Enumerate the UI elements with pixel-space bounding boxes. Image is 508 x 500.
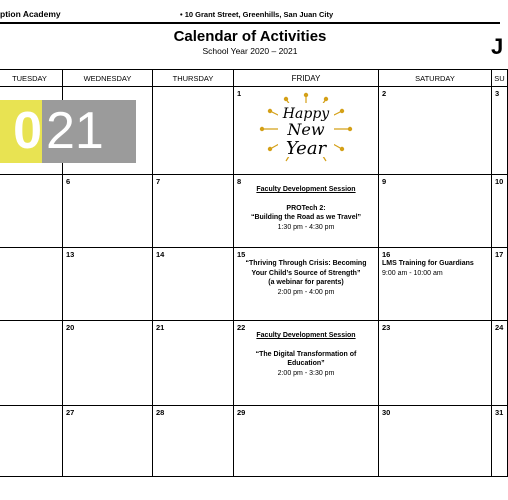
header-rule <box>0 22 500 24</box>
event-time: 2:00 pm - 4:00 pm <box>277 288 335 296</box>
day-number: 13 <box>66 250 75 259</box>
event-time: 9:00 am - 10:00 am <box>382 269 443 277</box>
event-line: (a webinar for parents) <box>268 279 344 286</box>
day-cell <box>492 248 508 321</box>
school-year: School Year 2020 – 2021 <box>202 46 298 56</box>
weekday-header: THURSDAY <box>153 70 234 87</box>
day-number: 28 <box>156 408 165 417</box>
day-number: 16 <box>382 250 391 259</box>
weekday-header: SATURDAY <box>379 70 492 87</box>
school-address <box>180 10 333 19</box>
school-name: ption Academy <box>0 9 61 19</box>
day-cell <box>153 175 234 248</box>
day-cell <box>0 248 63 321</box>
day-number: 15 <box>237 250 246 259</box>
event-line: “The Digital Transformation of <box>255 350 357 358</box>
day-cell <box>63 321 153 406</box>
day-number: 31 <box>495 408 504 417</box>
event-line: “Building the Road as we Travel” <box>250 214 362 221</box>
year-banner <box>0 100 136 163</box>
weekday-header-row <box>0 70 508 87</box>
week-row <box>0 248 508 321</box>
day-number: 17 <box>495 250 504 259</box>
greeting-line: Year <box>285 138 327 159</box>
day-cell <box>492 175 508 248</box>
day-cell <box>0 175 63 248</box>
greeting-line: New <box>287 120 325 139</box>
week-row <box>0 175 508 248</box>
event-faculty-session <box>234 331 378 378</box>
day-number: 9 <box>382 177 387 186</box>
day-number: 1 <box>237 89 242 98</box>
day-number: 10 <box>495 177 504 186</box>
day-cell <box>63 175 153 248</box>
day-cell <box>379 87 492 175</box>
day-cell <box>153 248 234 321</box>
day-number: 30 <box>382 408 391 417</box>
day-cell <box>234 248 379 321</box>
event-faculty-session <box>234 185 378 232</box>
day-number: 22 <box>237 323 246 332</box>
event-line: “Thriving Through Crisis: Becoming <box>245 260 367 267</box>
event-line: LMS Training for Guardians <box>382 260 474 267</box>
event-line: Your Child’s Source of Strength” <box>251 269 361 277</box>
event-parent-webinar <box>234 259 378 297</box>
event-lms-training <box>382 259 474 278</box>
event-heading: Faculty Development Session <box>256 332 356 339</box>
day-number: 21 <box>156 323 165 332</box>
month-name: J <box>491 34 504 59</box>
day-number: 23 <box>382 323 391 332</box>
day-cell <box>379 175 492 248</box>
day-cell <box>379 248 492 321</box>
day-number: 6 <box>66 177 71 186</box>
week-row <box>0 406 508 477</box>
weekday-header: FRIDAY <box>234 70 379 87</box>
page-title: Calendar of Activities <box>173 28 327 45</box>
day-cell <box>492 406 508 477</box>
year-banner-left: 0 <box>0 100 42 163</box>
header-bar <box>0 0 500 22</box>
day-number: 3 <box>495 89 500 98</box>
day-number: 2 <box>382 89 387 98</box>
event-heading: Faculty Development Session <box>256 186 356 193</box>
happy-new-year-image <box>256 93 356 165</box>
year-banner-right: 21 <box>42 100 136 163</box>
day-cell <box>234 321 379 406</box>
day-number: 7 <box>156 177 161 186</box>
day-cell <box>0 406 63 477</box>
day-number: 20 <box>66 323 75 332</box>
day-cell <box>379 321 492 406</box>
day-cell <box>379 406 492 477</box>
day-cell <box>234 406 379 477</box>
day-cell <box>153 321 234 406</box>
day-cell <box>234 87 379 175</box>
day-cell <box>0 321 63 406</box>
event-time: 2:00 pm - 3:30 pm <box>277 369 335 377</box>
day-cell <box>234 175 379 248</box>
event-time: 1:30 pm - 4:30 pm <box>277 223 335 231</box>
day-number: 27 <box>66 408 75 417</box>
day-cell <box>492 321 508 406</box>
event-line: Education” <box>287 360 325 367</box>
weekday-header: WEDNESDAY <box>63 70 153 87</box>
day-number: 29 <box>237 408 246 417</box>
day-number: 8 <box>237 177 242 186</box>
greeting-line: Happy <box>282 106 330 122</box>
day-cell <box>153 406 234 477</box>
day-number: 14 <box>156 250 165 259</box>
day-number: 24 <box>495 323 504 332</box>
day-cell <box>153 87 234 175</box>
day-cell <box>63 248 153 321</box>
day-cell <box>492 87 508 175</box>
bullet-icon: • <box>180 10 183 19</box>
event-line: PROTech 2: <box>286 204 326 212</box>
weekday-header: SU <box>492 70 508 87</box>
day-cell <box>63 406 153 477</box>
weekday-header: TUESDAY <box>0 70 63 87</box>
address-text: 10 Grant Street, Greenhills, San Juan City <box>184 10 334 19</box>
week-row <box>0 321 508 406</box>
